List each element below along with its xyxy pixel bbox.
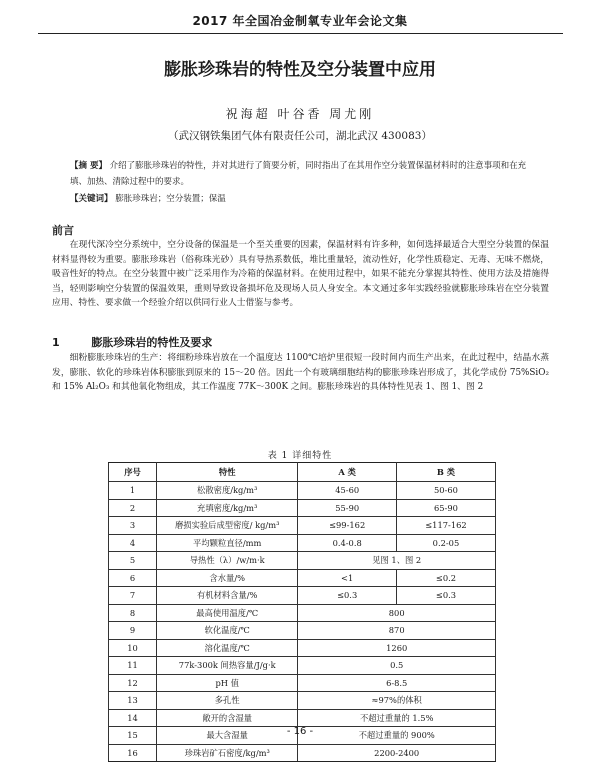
abstract <box>70 158 530 190</box>
table-row <box>109 657 496 675</box>
cell-class-a: 0.4-0.8 <box>298 534 397 552</box>
header-rule <box>38 33 563 34</box>
col-header-no: 序号 <box>109 463 157 482</box>
cell-no: 2 <box>109 499 157 517</box>
cell-property: 溶化温度/℃ <box>157 639 298 657</box>
table-row <box>109 482 496 500</box>
cell-property: 敞开的含湿量 <box>157 709 298 727</box>
table-row <box>109 534 496 552</box>
cell-value-merged: 2200-2400 <box>298 744 496 762</box>
cell-no: 12 <box>109 674 157 692</box>
abstract-label: 【摘 要】 <box>70 161 107 171</box>
cell-property: 平均颗粒直径/mm <box>157 534 298 552</box>
cell-no: 1 <box>109 482 157 500</box>
paper-title: 膨胀珍珠岩的特性及空分装置中应用 <box>164 60 436 80</box>
keywords <box>70 192 530 204</box>
cell-class-b: ≤117-162 <box>396 517 495 535</box>
cell-property: 有机材料含量/% <box>157 587 298 605</box>
cell-no: 8 <box>109 604 157 622</box>
cell-class-a: <1 <box>298 569 397 587</box>
cell-value-merged: 1260 <box>298 639 496 657</box>
cell-no: 3 <box>109 517 157 535</box>
col-header-class-a: A 类 <box>298 463 397 482</box>
cell-class-b: 0.2-05 <box>396 534 495 552</box>
col-header-class-b: B 类 <box>396 463 495 482</box>
cell-property: 磨损实验后成型密度/ kg/m³ <box>157 517 298 535</box>
table-row <box>109 622 496 640</box>
cell-no: 16 <box>109 744 157 762</box>
cell-property: 充填密度/kg/m³ <box>157 499 298 517</box>
cell-property: 含水量/% <box>157 569 298 587</box>
cell-value-merged: 不超过重量的 1.5% <box>298 709 496 727</box>
table-row <box>109 692 496 710</box>
cell-no: 6 <box>109 569 157 587</box>
cell-no: 13 <box>109 692 157 710</box>
cell-value-merged: 0.5 <box>298 657 496 675</box>
table-row <box>109 552 496 570</box>
table-row <box>109 709 496 727</box>
table-row <box>109 499 496 517</box>
properties-table <box>108 462 496 762</box>
cell-no: 7 <box>109 587 157 605</box>
affiliation: （武汉钢铁集团气体有限责任公司，湖北武汉 430083） <box>168 130 432 142</box>
table-row <box>109 517 496 535</box>
cell-property: pH 值 <box>157 674 298 692</box>
cell-no: 5 <box>109 552 157 570</box>
keywords-text: 膨胀珍珠岩；空分装置；保温 <box>115 194 226 204</box>
section-1-heading <box>52 334 212 350</box>
cell-no: 4 <box>109 534 157 552</box>
col-header-property: 特性 <box>157 463 298 482</box>
keywords-label: 【关键词】 <box>70 194 113 204</box>
cell-no: 14 <box>109 709 157 727</box>
cell-value-merged: ≈97%的体积 <box>298 692 496 710</box>
cell-value-merged: 不超过重量的 900% <box>298 727 496 745</box>
cell-class-b: ≤0.3 <box>396 587 495 605</box>
table-row <box>109 587 496 605</box>
table-row <box>109 674 496 692</box>
cell-class-b: ≤0.2 <box>396 569 495 587</box>
cell-property: 软化温度/℃ <box>157 622 298 640</box>
page-number: - 16 - <box>286 726 314 737</box>
section-preface-heading: 前言 <box>52 224 74 237</box>
cell-property: 最高使用温度/℃ <box>157 604 298 622</box>
cell-class-b: 50-60 <box>396 482 495 500</box>
table-row <box>109 604 496 622</box>
cell-property: 珍珠岩矿石密度/kg/m³ <box>157 744 298 762</box>
running-header: 2017 年全国冶金制氧专业年会论文集 <box>192 14 408 28</box>
cell-property: 多孔性 <box>157 692 298 710</box>
cell-property: 导热性（λ）/w/m·k <box>157 552 298 570</box>
table-row <box>109 639 496 657</box>
cell-class-a: ≤0.3 <box>298 587 397 605</box>
section-1-title: 膨胀珍珠岩的特性及要求 <box>91 336 213 349</box>
cell-value-merged: 6-8.5 <box>298 674 496 692</box>
cell-no: 9 <box>109 622 157 640</box>
cell-class-b: 65-90 <box>396 499 495 517</box>
cell-class-a: 45-60 <box>298 482 397 500</box>
cell-no: 11 <box>109 657 157 675</box>
preface-paragraph: 在现代深冷空分系统中，空分设备的保温是一个至关重要的因素，保温材料有许多种，如何选择最适合大型空分装置的保温材料显得较为重要。膨胀珍珠岩（俗称珠光砂）具有导热系数低，堆比重量轻，流动性好，化学性质稳定、无毒、无味不燃烧，吸音性好的特点。在空分装置中被广泛采用作为冷箱的保温材料。在使用过程中，如果不能充分掌握其特性、使用方法及措施得当，轻则影响空分装置的保温效果，重则导致设备损坏危及现场人员人身安全。本文通过多年实践经验就膨胀珍珠岩在空分装置应用、特性、要求做一个经验介绍以供同行业人士借鉴与参考。 <box>52 240 549 309</box>
cell-value-merged: 见图 1、图 2 <box>298 552 496 570</box>
cell-class-a: ≤99-162 <box>298 517 397 535</box>
abstract-text: 介绍了膨胀珍珠岩的特性，并对其进行了简要分析，同时指出了在其用作空分装置保温材料时的注意事项和在充填、加热、清除过程中的要求。 <box>70 161 527 187</box>
cell-property: 77k-300k 间热容量/J/g·k <box>157 657 298 675</box>
cell-value-merged: 800 <box>298 604 496 622</box>
table-row <box>109 569 496 587</box>
cell-value-merged: 870 <box>298 622 496 640</box>
cell-property: 最大含湿量 <box>157 727 298 745</box>
cell-property: 松散密度/kg/m³ <box>157 482 298 500</box>
cell-no: 10 <box>109 639 157 657</box>
authors: 祝海超 叶谷香 周尤刚 <box>225 107 375 121</box>
section-1-paragraph: 细粉膨胀珍珠岩的生产：将细粉珍珠岩放在一个温度达 1100℃培炉里很短一段时间内而生产出来，在此过程中，结晶水蒸发，膨胀、软化的珍珠岩体积膨胀到原来的 15～20 倍。因此一个有玻璃细胞结构的膨胀珍珠岩形成了，其化学成份 75%SiO₂ 和 15% Al₂O₃ 和其他氧化物组成，其工作温度 77K～300K 之间。膨胀珍珠岩的具体特性见表 1、图 1、图 2 <box>52 353 549 393</box>
cell-class-a: 55-90 <box>298 499 397 517</box>
table-header-row <box>109 463 496 482</box>
section-1-number: 1 <box>52 336 60 349</box>
cell-no: 15 <box>109 727 157 745</box>
table-row <box>109 744 496 762</box>
table-caption: 表 1 详细特性 <box>267 451 333 461</box>
